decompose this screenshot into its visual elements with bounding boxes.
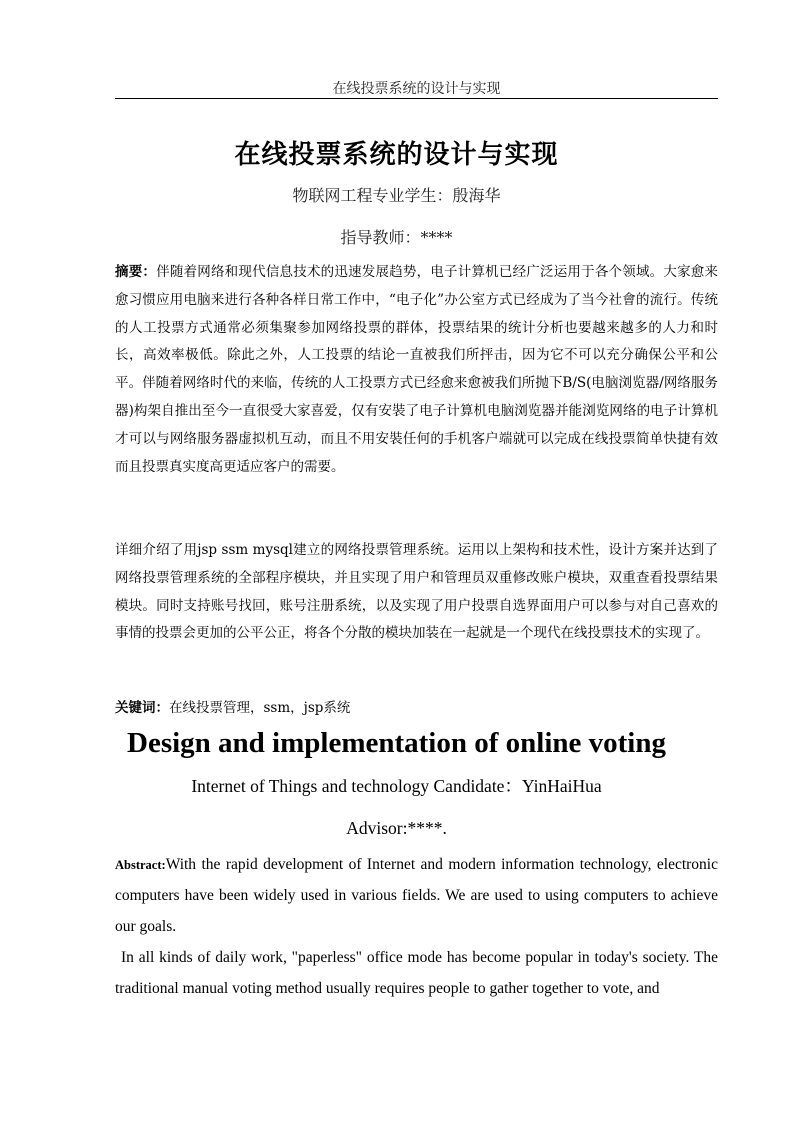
- cn-author: 物联网工程专业学生：殷海华: [292, 186, 501, 205]
- header-rule: [115, 98, 718, 99]
- en-abstract-paragraph-1: [115, 850, 718, 942]
- cn-keywords: [115, 695, 718, 723]
- cn-keywords-label: 关键词：: [115, 700, 169, 716]
- running-header: 在线投票系统的设计与实现: [332, 81, 501, 97]
- cn-abstract-paragraph-1: [115, 259, 718, 481]
- en-abstract-text-1: With the rapid development of Internet and modern information technology, electronic computers have been widely used in various fields. We are used to using computers to achieve our goals.: [115, 856, 718, 935]
- cn-advisor: 指导教师：****: [340, 228, 453, 247]
- en-abstract-paragraph-2: In all kinds of daily work, "paperless" office mode has become popular in today's society. The traditional manual voting method usually requires people to gather together to vote, and: [115, 949, 718, 997]
- cn-title: 在线投票系统的设计与实现: [234, 140, 559, 170]
- cn-abstract-text-1: 伴随着网络和现代信息技术的迅速发展趋势，电子计算机已经广泛运用于各个领域。大家愈来愈习惯应用电脑来进行各种各样日常工作中，“电子化”办公室方式已经成为了当今社會的流行。传统的人工投票方式通常必须集聚参加网络投票的群体，投票结果的统计分析也要越来越多的人力和时长，高效率极低。除此之外，人工投票的结论一直被我们所抨击，因为它不可以充分确保公平和公平。伴随着网络时代的来临，传统的人工投票方式已经愈来愈被我们所抛下B/S(电脑浏览器/网络服务器)构架自推出至今一直很受大家喜爱，仅有安裝了电子计算机电脑浏览器并能浏览网络的电子计算机才可以与网络服务器虚拟机互动，而且不用安裝任何的手机客户端就可以完成在线投票简单快捷有效而且投票真实度高更适应客户的需要。: [115, 264, 719, 475]
- en-title: Design and implementation of online voting: [127, 727, 666, 759]
- cn-abstract-label: 摘要：: [115, 264, 157, 280]
- en-author: Internet of Things and technology Candidate：YinHaiHua: [191, 776, 602, 796]
- en-advisor: Advisor:****.: [346, 818, 447, 838]
- cn-keywords-text: 在线投票管理，ssm，jsp系统: [169, 700, 351, 716]
- cn-abstract-paragraph-2: 详细介绍了用jsp ssm mysql建立的网络投票管理系统。运用以上架构和技术性，设计方案并达到了网络投票管理系统的全部程序模块，并且实现了用户和管理员双重修改账户模块，双重查看投票结果模块。同时支持账号找回，账号注册系统，以及实现了用户投票自选界面用户可以参与对自己喜欢的事情的投票会更加的公平公正，将各个分散的模块加装在一起就是一个现代在线投票技术的实现了。: [115, 542, 718, 642]
- en-abstract-label: Abstract:: [115, 858, 166, 872]
